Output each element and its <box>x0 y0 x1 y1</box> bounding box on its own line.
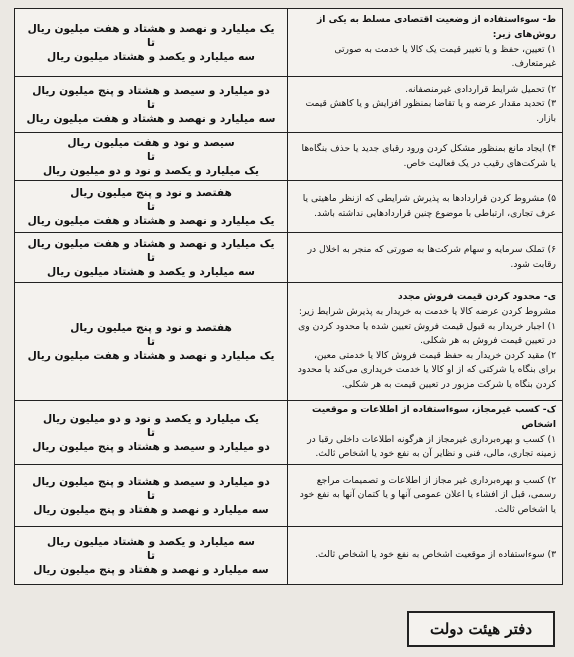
penalty-amount: دو میلیارد و سیصد و هشتاد و پنج میلیون ریال <box>32 475 270 488</box>
penalty-amount: سیصد و نود و هفت میلیون ریال <box>67 136 235 149</box>
penalty-amount: دو میلیارد و سیصد و هشتاد و پنج میلیون ریال <box>32 84 270 97</box>
penalty-amount: سه میلیارد و یکصد و هشتاد میلیون ریال <box>47 265 255 278</box>
range-separator: تا <box>147 98 155 111</box>
table-row <box>15 465 563 527</box>
range-separator: تا <box>147 150 155 163</box>
penalty-amount: سه میلیارد و نهصد و هشتاد و هفت میلیون ریال <box>26 112 276 125</box>
penalty-amount: هفتصد و نود و پنج میلیون ریال <box>70 321 232 334</box>
table-row <box>15 401 563 465</box>
offense-description-cell <box>288 401 563 465</box>
penalty-amount: یک میلیارد و نهصد و هشتاد و هفت میلیون ریال <box>27 237 275 250</box>
penalty-amount: هفتصد و نود و پنج میلیون ریال <box>70 186 232 199</box>
penalty-range-cell <box>15 233 288 283</box>
offense-text: ۵) مشروط کردن قراردادها به پذیرش شرایطی که ازنظر ماهیتی یا عرف تجاری، ارتباطی با موضوع چنین قراردادهایی نداشته باشد. <box>302 192 556 219</box>
range-separator: تا <box>147 426 155 439</box>
offense-text: ۶) تملک سرمایه و سهام شرکت‌ها به صورتی که منجر به اخلال در رقابت شود. <box>307 243 556 270</box>
offense-description-cell <box>288 527 563 585</box>
range-separator: تا <box>147 549 155 562</box>
penalty-range-cell <box>15 133 288 181</box>
penalty-range-cell <box>15 527 288 585</box>
offense-description-cell <box>288 465 563 527</box>
penalty-amount: سه میلیارد و یکصد و هشتاد میلیون ریال <box>47 535 255 548</box>
table-row <box>15 77 563 133</box>
table-row <box>15 181 563 233</box>
table-row <box>15 9 563 77</box>
offense-description-cell <box>288 77 563 133</box>
penalty-range-cell <box>15 465 288 527</box>
range-separator: تا <box>147 36 155 49</box>
range-separator: تا <box>147 200 155 213</box>
range-separator: تا <box>147 335 155 348</box>
offense-text: ی- محدود کردن قیمت فروش مجدد <box>398 291 556 303</box>
offense-text: ط- سوءاستفاده از وضعیت اقتصادی مسلط به یکی از روش‌های زیر: <box>317 14 556 40</box>
offense-text: ۳) سوءاستفاده از موقعیت اشخاص به نفع خود یا اشخاص ثالث. <box>315 549 556 561</box>
penalty-range-cell <box>15 181 288 233</box>
penalty-range-cell <box>15 9 288 77</box>
penalty-range-cell <box>15 283 288 401</box>
table-row <box>15 527 563 585</box>
offense-text: ۱) تعیین، حفظ و یا تغییر قیمت یک کالا یا خدمت به صورتی غیرمتعارف. <box>334 43 556 70</box>
penalty-range-cell <box>15 77 288 133</box>
offense-text: ۳) تحدید مقدار عرضه و یا تقاضا بمنظور افزایش و یا کاهش قیمت بازار. <box>305 98 556 124</box>
office-stamp <box>407 611 555 647</box>
table-row <box>15 133 563 181</box>
penalty-amount: سه میلیارد و یکصد و هشتاد میلیون ریال <box>47 50 255 63</box>
penalty-amount: یک میلیارد و نهصد و هشتاد و هفت میلیون ریال <box>27 22 275 35</box>
offense-description-cell <box>288 181 563 233</box>
offense-text: ۲) مقید کردن خریدار به حفظ قیمت فروش کالا یا خدمتی معین، برای بنگاه یا شرکتی که از او کالا یا خدمت خریداری می‌کند یا محدود کردن بنگاه یا شرکت مزبور در تعیین قیمت به هر شکلی. <box>297 349 556 390</box>
penalty-range-cell <box>15 401 288 465</box>
offense-description-cell <box>288 233 563 283</box>
offense-text: ۴) ایجاد مانع بمنظور مشکل کردن ورود رقبای جدید یا حذف بنگاه‌ها یا شرکت‌های رقیب در یک فعالیت خاص. <box>301 142 556 169</box>
offense-text: ۲) کسب و بهره‌برداری غیر مجاز از اطلاعات و تصمیمات مراجع رسمی، قبل از افشاء یا اعلان عمومی آنها و یا کتمان آنها به نفع خود یا اشخاص ثالث. <box>299 474 556 515</box>
penalty-amount: یک میلیارد و نهصد و هشتاد و هفت میلیون ریال <box>27 214 275 227</box>
offense-description-cell <box>288 133 563 181</box>
offense-text: مشروط کردن عرضه کالا یا خدمت به خریدار به پذیرش شرایط زیر: <box>298 306 556 318</box>
penalty-amount: سه میلیارد و نهصد و هفتاد و پنج میلیون ریال <box>33 503 269 516</box>
offense-text: ک- کسب غیرمجاز، سوءاستفاده از اطلاعات و موقعیت اشخاص <box>312 404 556 430</box>
office-stamp-text: دفتر هیئت دولت <box>430 620 533 638</box>
offense-text: ۱) اجبار خریدار به قبول قیمت فروش تعیین شده یا محدود کردن وی در تعیین قیمت فروش به هر شکلی. <box>298 320 556 347</box>
offense-description-cell <box>288 9 563 77</box>
offense-description-cell <box>288 283 563 401</box>
range-separator: تا <box>147 251 155 264</box>
range-separator: تا <box>147 489 155 502</box>
penalty-amount: یک میلیارد و یکصد و نود و دو میلیون ریال <box>42 412 260 425</box>
penalty-amount: سه میلیارد و نهصد و هفتاد و پنج میلیون ریال <box>33 563 269 576</box>
penalty-amount: یک میلیارد و نهصد و هشتاد و هفت میلیون ریال <box>27 349 275 362</box>
table-row <box>15 283 563 401</box>
offense-text: ۲) تحمیل شرایط قراردادی غیرمنصفانه. <box>405 83 556 95</box>
penalty-table <box>14 8 563 585</box>
penalty-amount: یک میلیارد و یکصد و نود و دو میلیون ریال <box>42 164 260 177</box>
penalty-amount: دو میلیارد و سیصد و هشتاد و پنج میلیون ریال <box>32 440 270 453</box>
table-row <box>15 233 563 283</box>
offense-text: ۱) کسب و بهره‌برداری غیرمجاز از هرگونه اطلاعات داخلی رقبا در زمینه تجاری، مالی، فنی و نظایر آن به نفع خود یا اشخاص ثالث. <box>307 433 556 460</box>
